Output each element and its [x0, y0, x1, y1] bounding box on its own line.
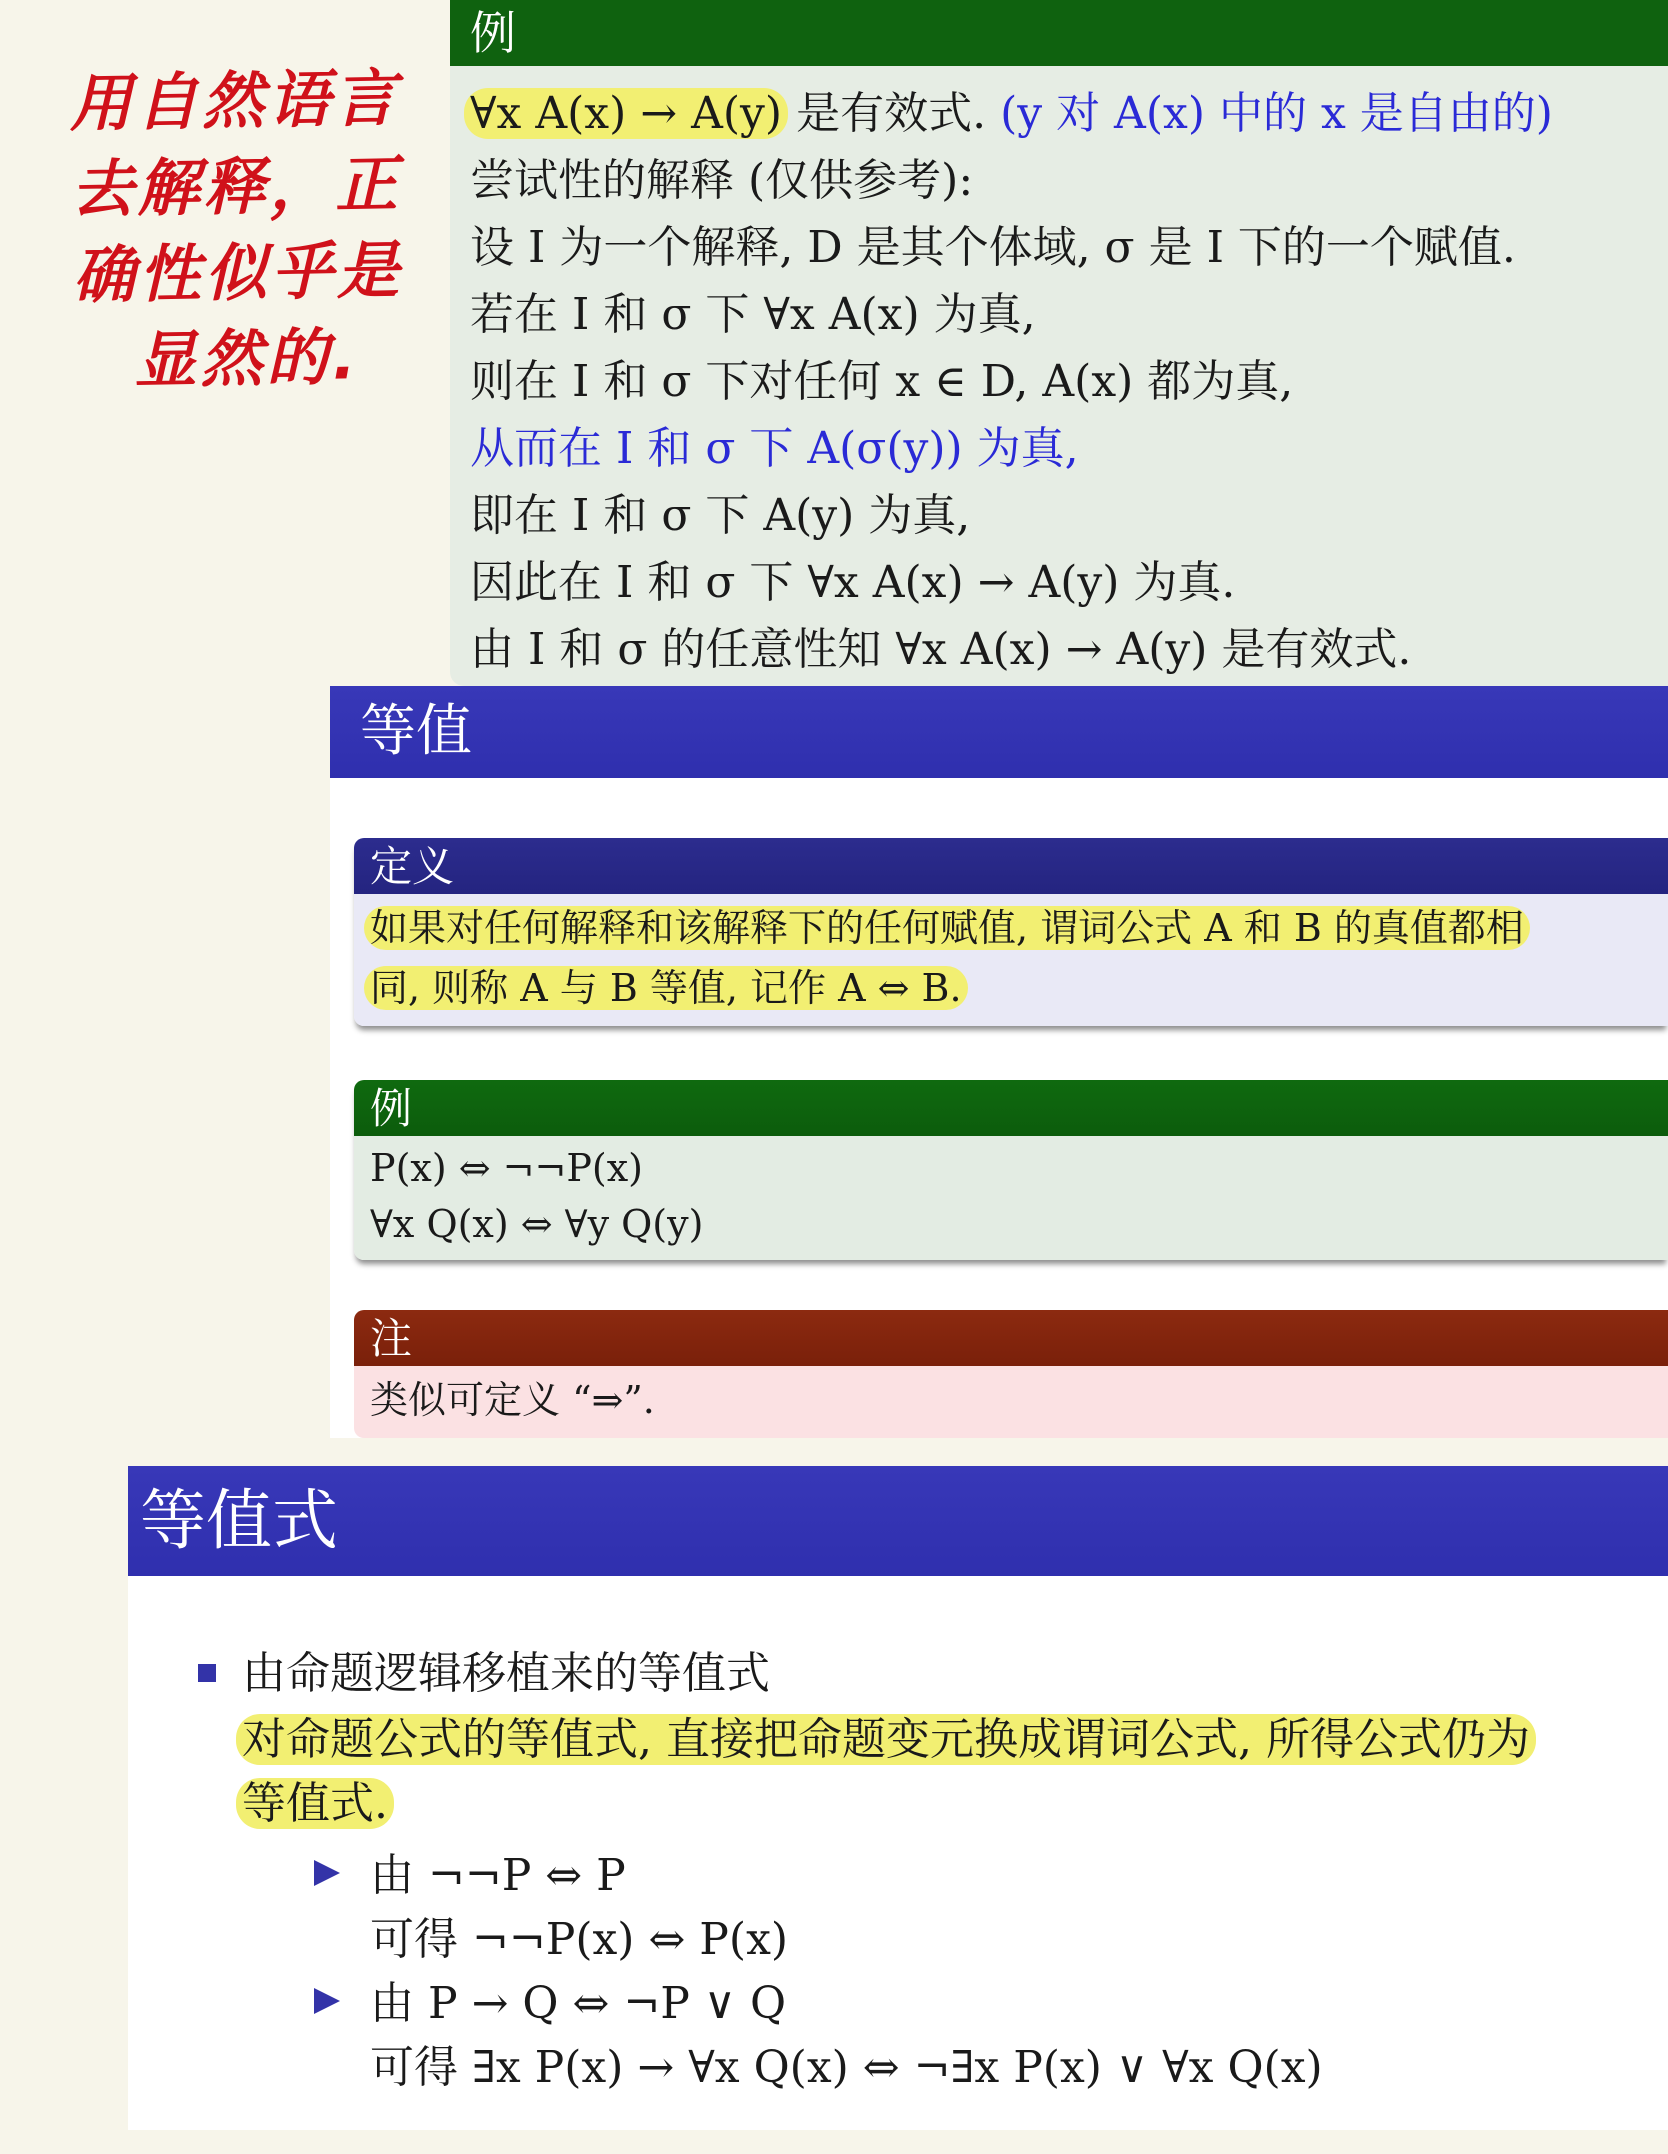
remark-block: [354, 1310, 1668, 1438]
sub-item-result: 可得 ¬¬P(x) ⇔ P(x): [370, 1914, 789, 1965]
handwritten-note: [69, 55, 435, 405]
sub-item: [198, 1972, 1668, 2036]
example-body: [450, 66, 1668, 683]
definition-line: 同, 则称 A 与 B 等值, 记作 A ⇔ B.: [364, 966, 968, 1010]
proof-line: 则在 I 和 σ 下对任何 x ∈ D, A(x) 都为真,: [470, 356, 1294, 407]
proof-line: 尝试性的解释 (仅供参考):: [470, 155, 974, 206]
example-body: [354, 1136, 1668, 1260]
note-line: 确性似乎是: [72, 233, 404, 313]
bullet-text: 由命题逻辑移植来的等值式: [242, 1648, 770, 1699]
example-title: 例: [450, 0, 1668, 66]
remark-body: 类似可定义 “⇒”.: [354, 1366, 1668, 1438]
example-block-top: [450, 0, 1668, 686]
sub-item: [198, 1844, 1668, 1908]
sub-item-from: 由 P → Q ⇔ ¬P ∨ Q: [370, 1978, 787, 2029]
example-block: [354, 1080, 1668, 1260]
example-title: 例: [354, 1080, 1668, 1136]
slide-equivalence: [330, 686, 1668, 1438]
highlighted-formula: ∀x A(x) → A(y): [464, 88, 788, 139]
slide-content: [198, 1642, 1668, 2100]
highlighted-line: 等值式.: [236, 1778, 394, 1829]
sub-item-from: 由 ¬¬P ⇔ P: [370, 1850, 626, 1901]
example-formula: ∀x Q(x) ⇔ ∀y Q(y): [370, 1202, 704, 1246]
proof-line: 因此在 I 和 σ 下 ∀x A(x) → A(y) 为真.: [470, 557, 1236, 608]
triangle-bullet-icon: [314, 1988, 340, 2014]
definition-block: [354, 838, 1668, 1026]
proof-line: 即在 I 和 σ 下 A(y) 为真,: [470, 490, 971, 541]
statement-text: 是有效式.: [782, 88, 1001, 139]
triangle-bullet-icon: [314, 1860, 340, 1886]
proof-line: 若在 I 和 σ 下 ∀x A(x) 为真,: [470, 289, 1036, 340]
note-line: 显然的.: [133, 320, 361, 398]
definition-body: [354, 894, 1668, 1026]
square-bullet-icon: [198, 1664, 216, 1682]
free-variable-note: (y 对 A(x) 中的 x 是自由的): [1000, 88, 1553, 139]
slide-title: 等值: [330, 686, 1668, 778]
example-statement: [470, 80, 1648, 147]
slide-title: 等值式: [128, 1466, 1668, 1576]
proof-line-blue: 从而在 I 和 σ 下 A(σ(y)) 为真,: [470, 423, 1079, 474]
proof-line: 由 I 和 σ 的任意性知 ∀x A(x) → A(y) 是有效式.: [470, 624, 1412, 675]
definition-title: 定义: [354, 838, 1668, 894]
note-line: 用自然语言: [69, 61, 401, 141]
proof-line: 设 I 为一个解释, D 是其个体域, σ 是 I 下的一个赋值.: [470, 222, 1516, 273]
highlighted-line: 对命题公式的等值式, 直接把命题变元换成谓词公式, 所得公式仍为: [236, 1714, 1536, 1765]
note-line: 去解释，正: [70, 147, 402, 227]
highlighted-paragraph: [198, 1708, 1668, 1836]
bullet-item: [198, 1642, 1668, 1706]
example-formula: P(x) ⇔ ¬¬P(x): [370, 1146, 643, 1190]
definition-line: 如果对任何解释和该解释下的任何赋值, 谓词公式 A 和 B 的真值都相: [364, 906, 1530, 950]
slide-equivalences: [128, 1466, 1668, 2130]
sub-item-result: 可得 ∃x P(x) → ∀x Q(x) ⇔ ¬∃x P(x) ∨ ∀x Q(x): [370, 2042, 1323, 2093]
remark-title: 注: [354, 1310, 1668, 1366]
